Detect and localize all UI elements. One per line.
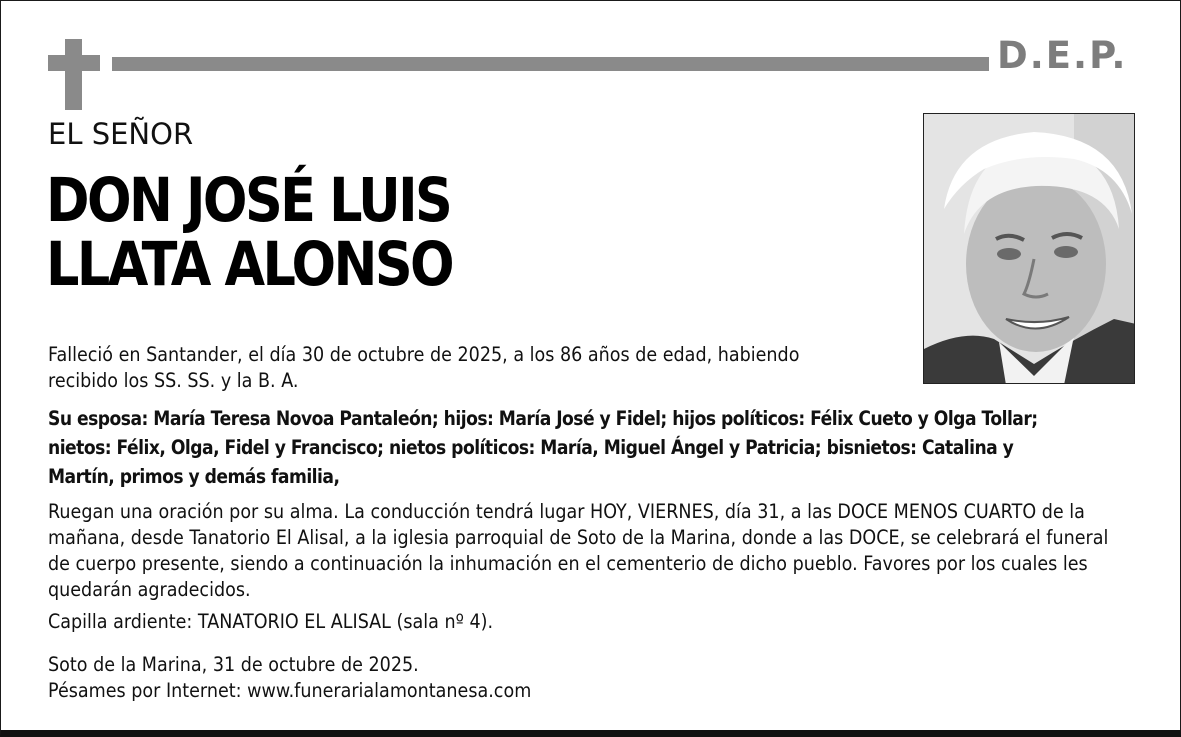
honorific-prefix: EL SEÑOR bbox=[48, 117, 194, 151]
service-details-text: Ruegan una oración por su alma. La conducción tendrá lugar HOY, VIERNES, día 31, a las DOCE MENOS CUARTO de la mañana, desde Tanatorio El Alisal, a la iglesia parroquial de Soto de la Marina, donde a las DOCE, se celebrará el funeral de cuerpo presente, siendo a continuación la inhumación en el cementerio de dicho pueblo. Favores por los cuales les quedarán agradecidos. bbox=[48, 500, 1109, 601]
death-notice-text: Falleció en Santander, el día 30 de octubre de 2025, a los 86 años de edad, habiendo recibido los SS. SS. y la B. A. bbox=[48, 343, 800, 392]
portrait-photo bbox=[923, 113, 1135, 384]
condolences-link-text: Pésames por Internet: www.funerarialamontanesa.com bbox=[48, 679, 532, 702]
family-list-text: Su esposa: María Teresa Novoa Pantaleón; hijos: María José y Fidel; hijos políticos: Félix Cueto y Olga Tollar; nietos: Félix, Olga, Fidel y Francisco; nietos políticos: María, Miguel Ángel y Patricia; bisnietos: Catalina y Martín, primos y demás familia, bbox=[48, 407, 1038, 488]
deceased-name bbox=[46, 165, 453, 300]
chapel-text: Capilla ardiente: TANATORIO EL ALISAL (sala nº 4). bbox=[48, 610, 494, 633]
name-line-1: DON JOSÉ LUIS bbox=[46, 165, 451, 236]
cross-icon bbox=[65, 39, 82, 110]
cross-icon-bar bbox=[48, 55, 100, 71]
place-date-text: Soto de la Marina, 31 de octubre de 2025. bbox=[48, 653, 419, 676]
header-rule bbox=[112, 57, 989, 71]
dep-label: D.E.P. bbox=[997, 34, 1128, 77]
name-line-2: LLATA ALONSO bbox=[46, 229, 453, 300]
